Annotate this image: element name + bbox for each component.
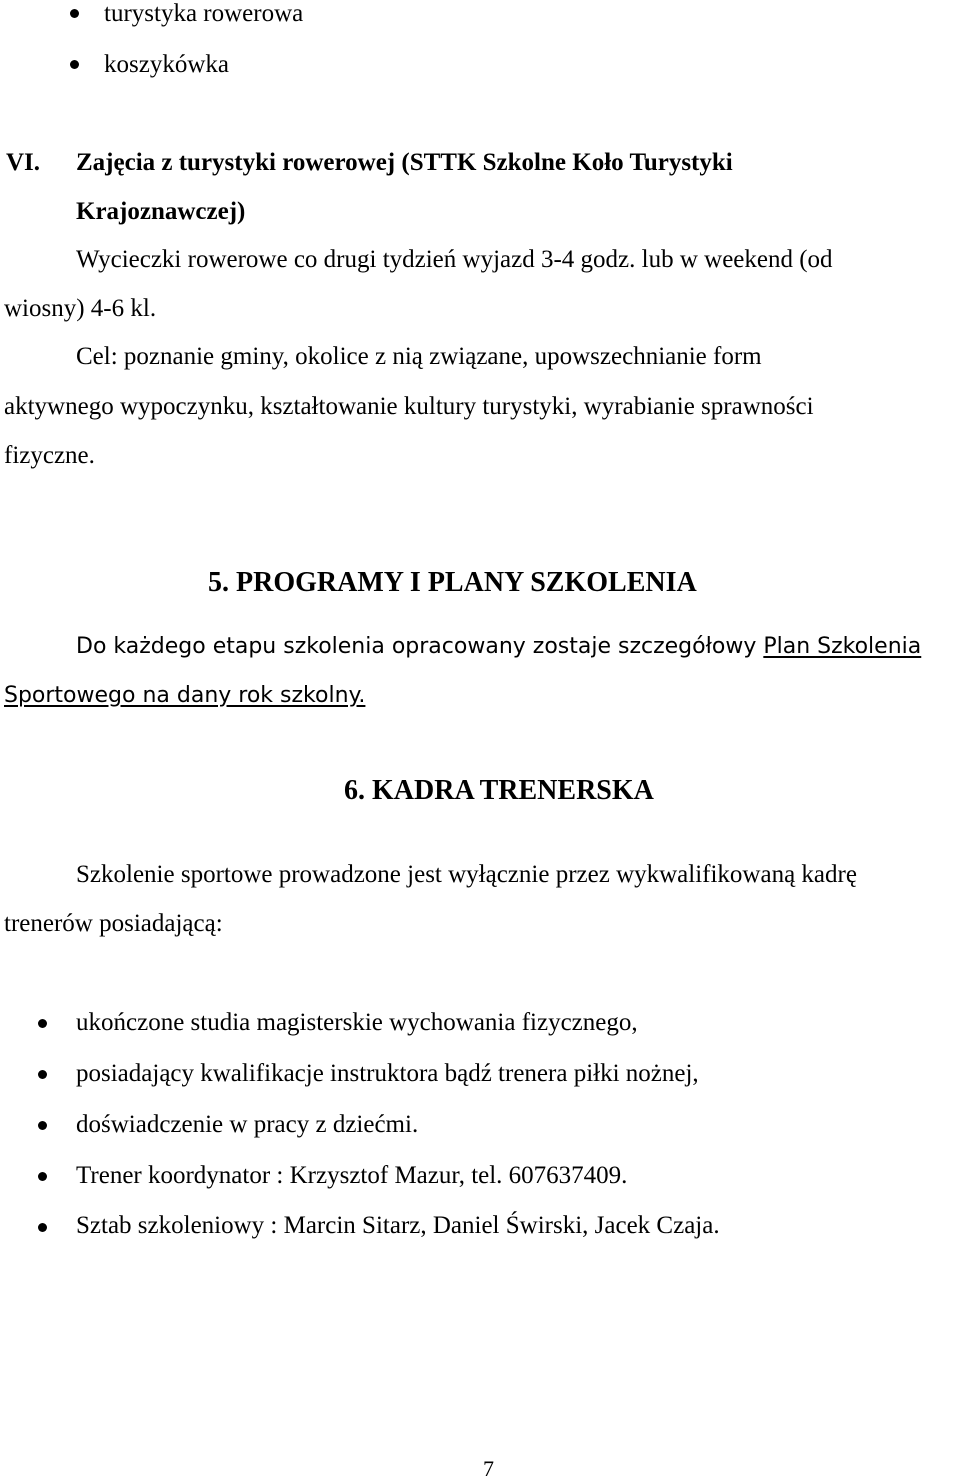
bullet-dot (38, 1070, 47, 1079)
list-item: posiadający kwalifikacje instruktora bądź trenera piłki nożnej, (76, 1060, 699, 1087)
section-numeral: VI. (6, 149, 41, 176)
section-heading: 6. KADRA TRENERSKA (344, 775, 654, 806)
list-item: ukończone studia magisterskie wychowania fizycznego, (76, 1009, 638, 1036)
paragraph-line: trenerów posiadającą: (4, 910, 223, 937)
paragraph-line: fizyczne. (4, 442, 95, 469)
bullet-dot (70, 60, 79, 69)
plan-szkolenia-link[interactable]: Plan Szkolenia (763, 634, 922, 659)
top-bullet-item: koszykówka (104, 51, 229, 78)
section-heading: 5. PROGRAMY I PLANY SZKOLENIA (208, 567, 697, 598)
plan-szkolenia-link-cont[interactable]: Sportowego na dany rok szkolny. (4, 683, 366, 708)
paragraph-text: Do każdego etapu szkolenia opracowany zostaje szczegółowy (76, 634, 764, 659)
page-number: 7 (483, 1456, 494, 1481)
bullet-dot (38, 1223, 47, 1232)
bullet-dot (38, 1121, 47, 1130)
bullet-dot (38, 1019, 47, 1028)
paragraph-line: Szkolenie sportowe prowadzone jest wyłącznie przez wykwalifikowaną kadrę (76, 861, 857, 888)
list-item: doświadczenie w pracy z dziećmi. (76, 1111, 419, 1138)
list-item: Trener koordynator : Krzysztof Mazur, tel. 607637409. (76, 1162, 628, 1189)
paragraph-line: Cel: poznanie gminy, okolice z nią związane, upowszechnianie form (76, 343, 762, 370)
top-bullet-item: turystyka rowerowa (104, 0, 304, 27)
paragraph-line: wiosny) 4-6 kl. (4, 295, 157, 322)
bullet-dot (70, 9, 79, 18)
paragraph-line (76, 632, 921, 662)
list-item: Sztab szkoleniowy : Marcin Sitarz, Daniel Świrski, Jacek Czaja. (76, 1212, 720, 1239)
bullet-dot (38, 1172, 47, 1181)
paragraph-line: aktywnego wypoczynku, kształtowanie kultury turystyki, wyrabianie sprawności (4, 393, 814, 420)
section-title: Zajęcia z turystyki rowerowej (STTK Szkolne Koło Turystyki (76, 149, 733, 176)
paragraph-line: Wycieczki rowerowe co drugi tydzień wyjazd 3-4 godz. lub w weekend (od (76, 246, 833, 273)
section-title-cont: Krajoznawczej) (76, 198, 246, 225)
